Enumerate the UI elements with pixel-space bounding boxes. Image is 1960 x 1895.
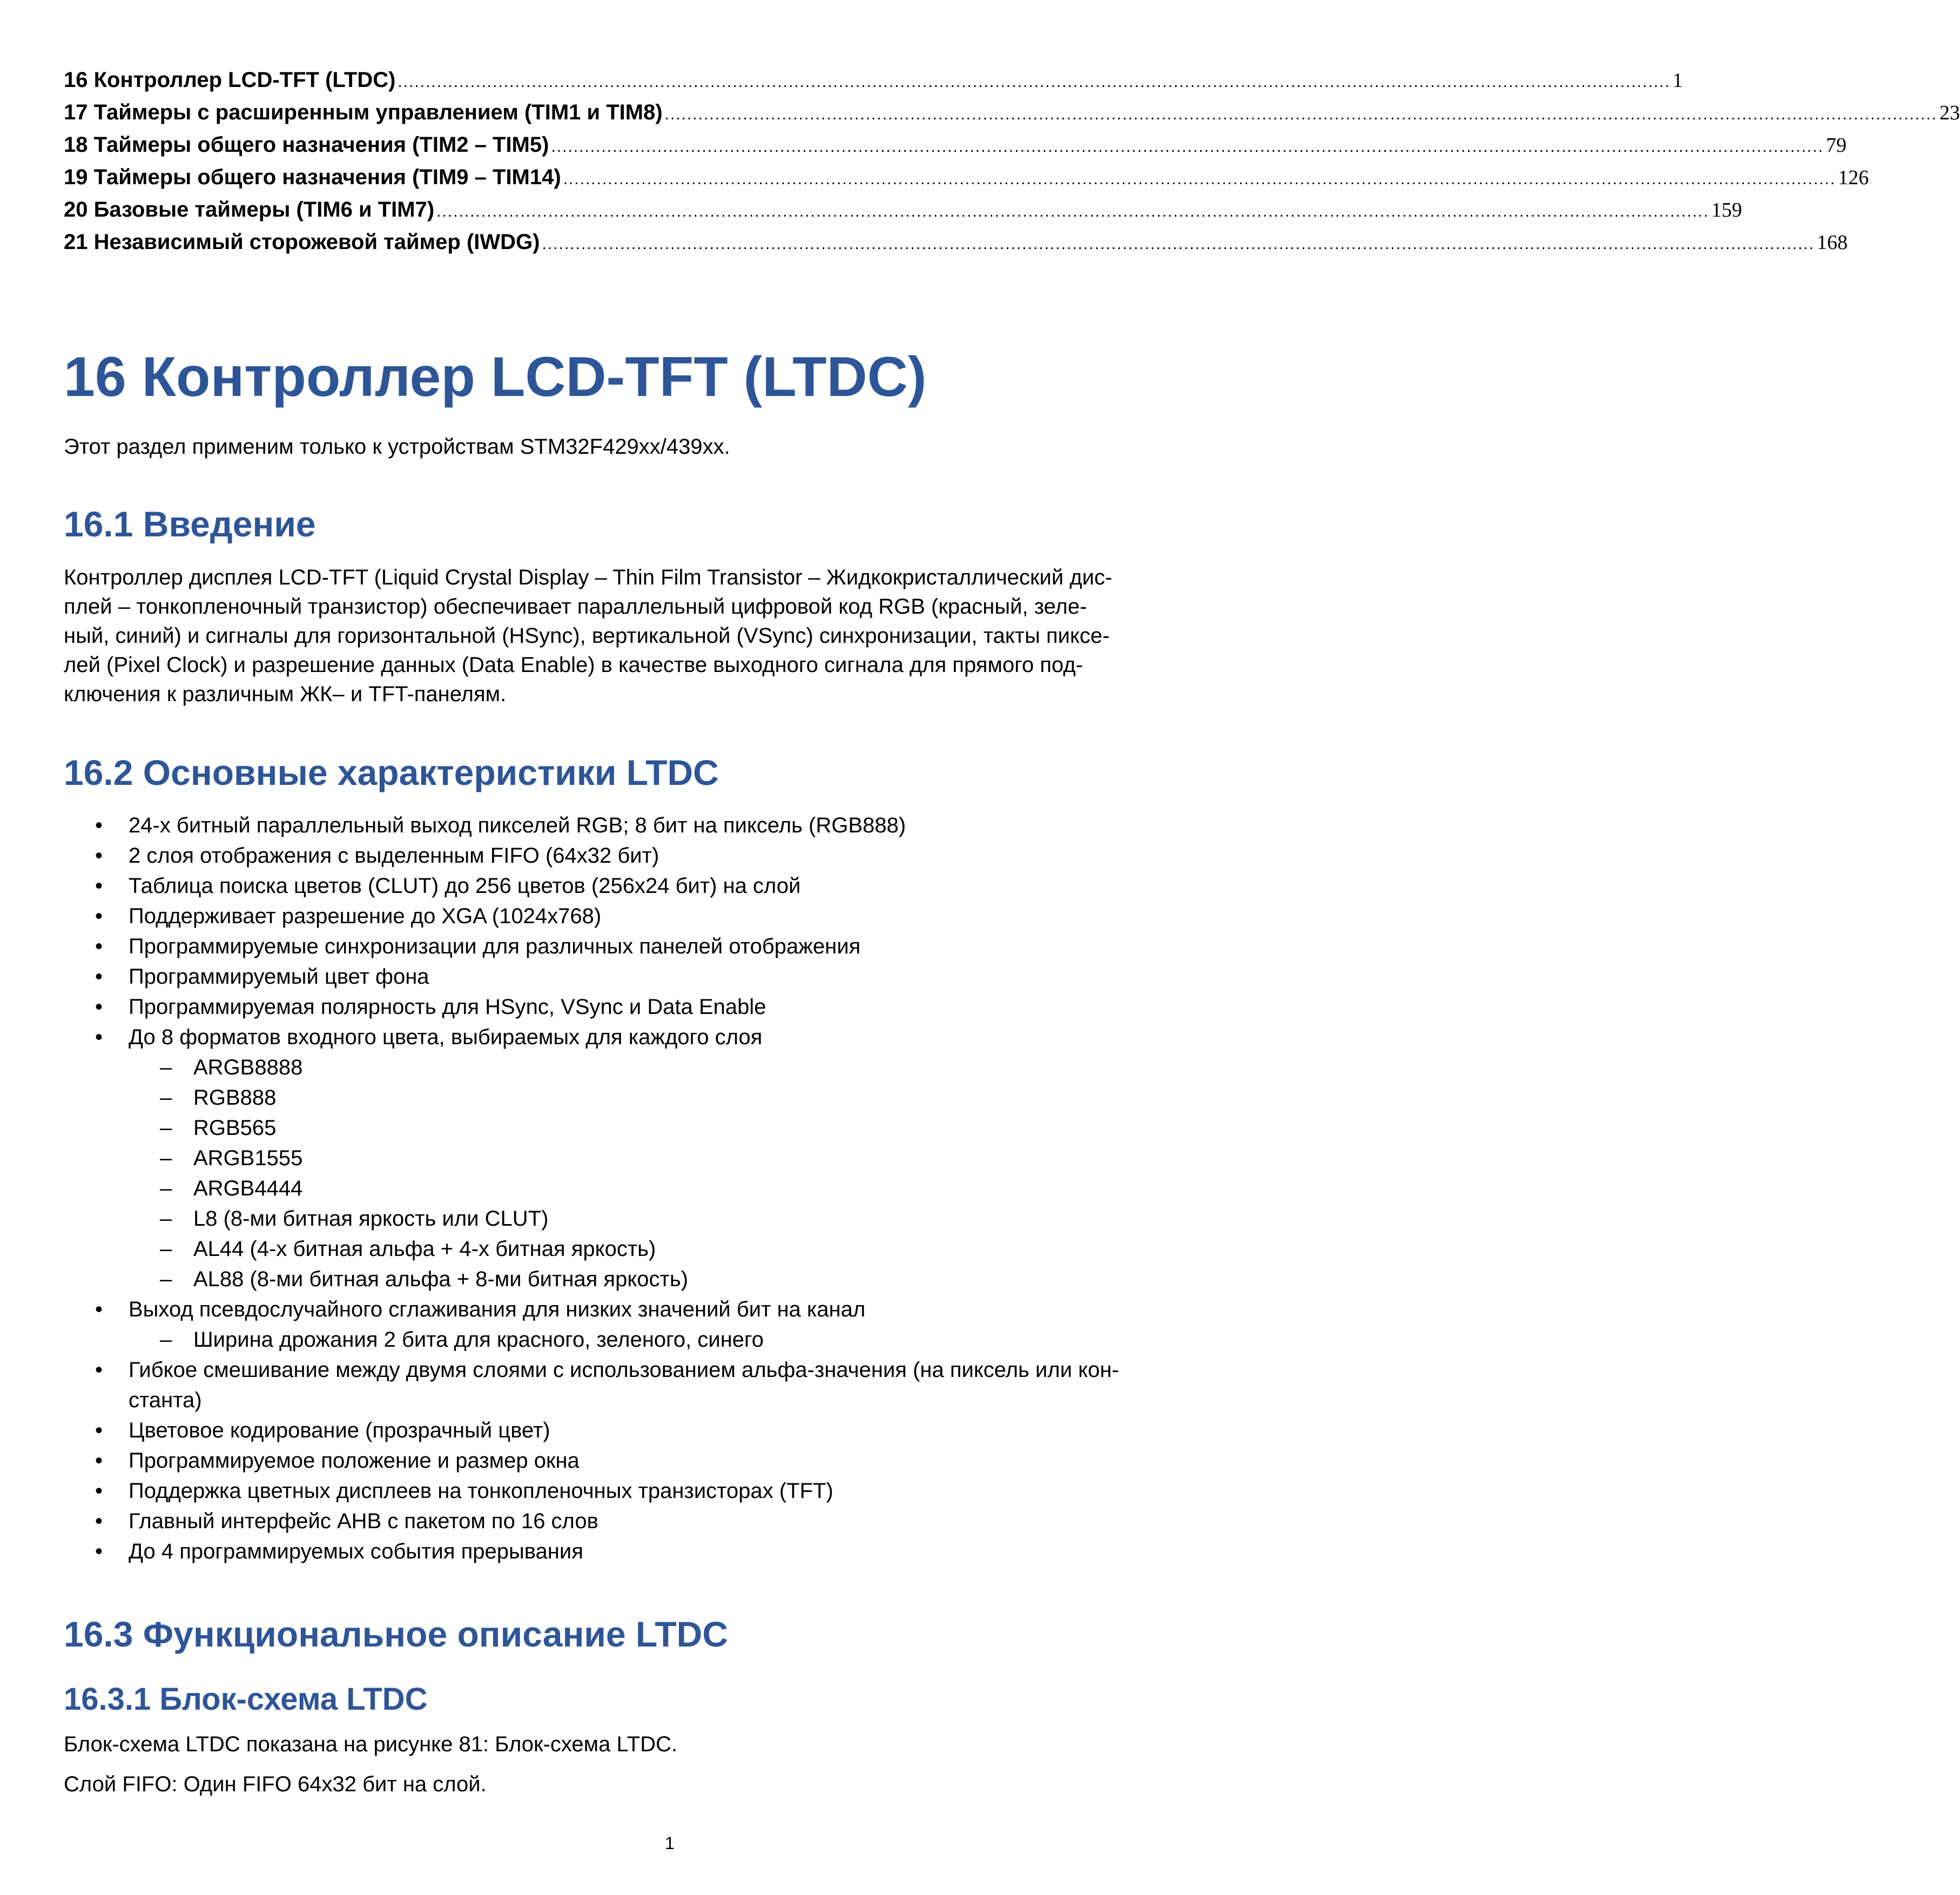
list-item-text: Главный интерфейс AHB с пакетом по 16 слов xyxy=(129,1509,598,1533)
sub-list-item-text: ARGB8888 xyxy=(193,1056,303,1079)
sub-list-item xyxy=(64,1052,1276,1083)
bullet-icon: • xyxy=(95,904,103,928)
paragraph-line: Контроллер дисплея LCD-TFT (Liquid Crystal Display – Thin Film Transistor – Жидкокристаллический дис- xyxy=(64,566,1113,589)
bullet-icon: • xyxy=(95,814,103,837)
list-item xyxy=(64,810,1276,841)
paragraph-line: лей (Pixel Clock) и разрешение данных (Data Enable) в качестве выходного сигнала для прямого под- xyxy=(64,653,1083,677)
list-item-text: Гибкое смешивание между двумя слоями с использованием альфа-значения (на пиксель или кон- xyxy=(129,1358,1119,1382)
toc-entry[interactable] xyxy=(64,226,1848,258)
paragraph-line: ный, синий) и сигналы для горизонтальной (HSync), вертикальной (VSync) синхронизации, такты пиксе- xyxy=(64,624,1110,648)
bullet-icon: • xyxy=(95,1298,103,1321)
toc-entry[interactable] xyxy=(64,64,1683,96)
section-heading-introduction: 16.1 Введение xyxy=(64,504,316,544)
toc-entry-title: 19 Таймеры общего назначения (TIM9 – TIM14) xyxy=(64,165,561,189)
list-item-text: Выход псевдослучайного сглаживания для низких значений бит на канал xyxy=(129,1298,866,1321)
list-item xyxy=(64,1536,1276,1567)
toc-leader-dots: .................................................................................................................................................................................................................................... xyxy=(551,138,1824,156)
sub-list-item-text: ARGB4444 xyxy=(193,1177,303,1200)
list-item-text-continued: станта) xyxy=(129,1388,202,1412)
toc-entry-page: 23 xyxy=(1939,102,1960,124)
sub-list-item-text: AL88 (8-ми битная альфа + 8-ми битная яркость) xyxy=(193,1267,689,1291)
paragraph-line: ключения к различным ЖК– и TFT-панелям. xyxy=(64,682,507,706)
sub-list-item xyxy=(64,1113,1276,1143)
bullet-icon: • xyxy=(95,935,103,958)
dash-icon: – xyxy=(160,1146,172,1170)
sub-list-item xyxy=(64,1234,1276,1264)
toc-entry-title: 16 Контроллер LCD-TFT (LTDC) xyxy=(64,68,396,92)
bullet-icon: • xyxy=(95,1479,103,1503)
sub-list-item xyxy=(64,1143,1276,1173)
toc-entry-page: 126 xyxy=(1838,166,1869,189)
sub-list-item xyxy=(64,1173,1276,1204)
sub-list-item xyxy=(64,1204,1276,1234)
section-heading-features: 16.2 Основные характеристики LTDC xyxy=(64,752,719,792)
introduction-paragraph xyxy=(64,563,1276,709)
sub-list-item xyxy=(64,1264,1276,1294)
paragraph-line: плей – тонкопленочный транзистор) обеспечивает параллельный цифровой код RGB (красный, зеле- xyxy=(64,595,1087,619)
page-number: 1 xyxy=(665,1833,675,1853)
list-item xyxy=(64,901,1276,931)
bullet-icon: • xyxy=(95,1358,103,1382)
sub-list-item-text: ARGB1555 xyxy=(193,1146,303,1170)
list-item-text: Программируемое положение и размер окна xyxy=(129,1449,580,1473)
toc-entry[interactable] xyxy=(64,161,1869,193)
dash-icon: – xyxy=(160,1086,172,1110)
chapter-title: 16 Контроллер LCD-TFT (LTDC) xyxy=(64,346,927,408)
feature-list xyxy=(64,810,1276,1567)
block-diagram-paragraph: Блок-схема LTDC показана на рисунке 81: Блок-схема LTDC. xyxy=(64,1732,678,1756)
sub-list-container xyxy=(64,1325,1276,1355)
bullet-icon: • xyxy=(95,874,103,898)
list-item xyxy=(64,931,1276,962)
dash-icon: – xyxy=(160,1056,172,1079)
list-item xyxy=(64,1355,1276,1415)
list-item xyxy=(64,1506,1276,1536)
bullet-icon: • xyxy=(95,844,103,868)
toc-entry-page: 1 xyxy=(1672,69,1683,92)
toc-entry[interactable] xyxy=(64,193,1742,226)
list-item-text: Таблица поиска цветов (CLUT) до 256 цветов (256x24 бит) на слой xyxy=(129,874,801,898)
list-item xyxy=(64,992,1276,1022)
list-item xyxy=(64,841,1276,871)
toc-leader-dots: .................................................................................................................................................................................................................................... xyxy=(398,73,1671,91)
toc-leader-dots: .................................................................................................................................................................................................................................... xyxy=(664,105,1938,123)
section-heading-functional-description: 16.3 Функциональное описание LTDC xyxy=(64,1614,728,1654)
list-item xyxy=(64,1415,1276,1446)
format-sub-list xyxy=(64,1052,1276,1294)
sub-list-item xyxy=(64,1325,1276,1355)
toc-leader-dots: .................................................................................................................................................................................................................................... xyxy=(563,170,1836,188)
subsection-heading-block-diagram: 16.3.1 Блок-схема LTDC xyxy=(64,1682,428,1717)
sub-list-item-text: L8 (8-ми битная яркость или CLUT) xyxy=(193,1207,549,1231)
toc-entry-title: 20 Базовые таймеры (TIM6 и TIM7) xyxy=(64,198,435,221)
bullet-icon: • xyxy=(95,1419,103,1442)
toc-entry-page: 79 xyxy=(1826,134,1847,157)
dash-icon: – xyxy=(160,1328,172,1352)
list-item-text: До 4 программируемых события прерывания xyxy=(129,1540,583,1563)
bullet-icon: • xyxy=(95,1509,103,1533)
dash-icon: – xyxy=(160,1177,172,1200)
dash-icon: – xyxy=(160,1237,172,1261)
toc-leader-dots: .................................................................................................................................................................................................................................... xyxy=(542,235,1815,253)
bullet-icon: • xyxy=(95,1025,103,1049)
bullet-icon: • xyxy=(95,995,103,1019)
list-item xyxy=(64,1446,1276,1476)
dash-icon: – xyxy=(160,1267,172,1291)
list-item-text: 24-х битный параллельный выход пикселей RGB; 8 бит на пиксель (RGB888) xyxy=(129,814,906,837)
bullet-icon: • xyxy=(95,1449,103,1473)
toc-entry-page: 159 xyxy=(1711,199,1742,221)
toc-entry-title: 17 Таймеры с расширенным управлением (TIM1 и TIM8) xyxy=(64,100,663,124)
toc-entry-title: 18 Таймеры общего назначения (TIM2 – TIM5) xyxy=(64,133,549,157)
sub-list-item-text: RGB565 xyxy=(193,1116,277,1140)
list-item-text: До 8 форматов входного цвета, выбираемых для каждого слоя xyxy=(129,1025,763,1049)
list-item-text: Поддержка цветных дисплеев на тонкопленочных транзисторах (TFT) xyxy=(129,1479,833,1503)
chapter-note: Этот раздел применим только к устройствам STM32F429xx/439xx. xyxy=(64,435,730,459)
dash-icon: – xyxy=(160,1207,172,1231)
list-item-text: Программируемый цвет фона xyxy=(129,965,429,989)
sub-list-item-text: Ширина дрожания 2 бита для красного, зеленого, синего xyxy=(193,1328,764,1352)
bullet-icon: • xyxy=(95,1540,103,1563)
list-item xyxy=(64,1294,1276,1325)
list-item-text: Цветовое кодирование (прозрачный цвет) xyxy=(129,1419,550,1442)
toc-leader-dots: .................................................................................................................................................................................................................................... xyxy=(436,203,1709,220)
table-of-contents xyxy=(64,64,1960,258)
toc-entry-title: 21 Независимый сторожевой таймер (IWDG) xyxy=(64,230,540,254)
list-item xyxy=(64,871,1276,901)
list-item-text: Программируемая полярность для HSync, VSync и Data Enable xyxy=(129,995,766,1019)
list-item xyxy=(64,1476,1276,1506)
list-item xyxy=(64,962,1276,992)
toc-entry[interactable] xyxy=(64,129,1847,161)
fifo-paragraph: Слой FIFO: Один FIFO 64x32 бит на слой. xyxy=(64,1772,487,1796)
sub-list-item-text: AL44 (4-х битная альфа + 4-х битная яркость) xyxy=(193,1237,656,1261)
list-item-text: Поддерживает разрешение до XGA (1024x768) xyxy=(129,904,602,928)
sub-list-container xyxy=(64,1052,1276,1294)
bullet-icon: • xyxy=(95,965,103,989)
dash-icon: – xyxy=(160,1116,172,1140)
list-item-text: Программируемые синхронизации для различных панелей отображения xyxy=(129,935,861,958)
dither-sub-list xyxy=(64,1325,1276,1355)
toc-entry[interactable] xyxy=(64,96,1960,129)
toc-entry-page: 168 xyxy=(1816,231,1848,254)
sub-list-item-text: RGB888 xyxy=(193,1086,277,1110)
list-item xyxy=(64,1022,1276,1052)
sub-list-item xyxy=(64,1083,1276,1113)
list-item-text: 2 слоя отображения с выделенным FIFO (64x32 бит) xyxy=(129,844,659,868)
